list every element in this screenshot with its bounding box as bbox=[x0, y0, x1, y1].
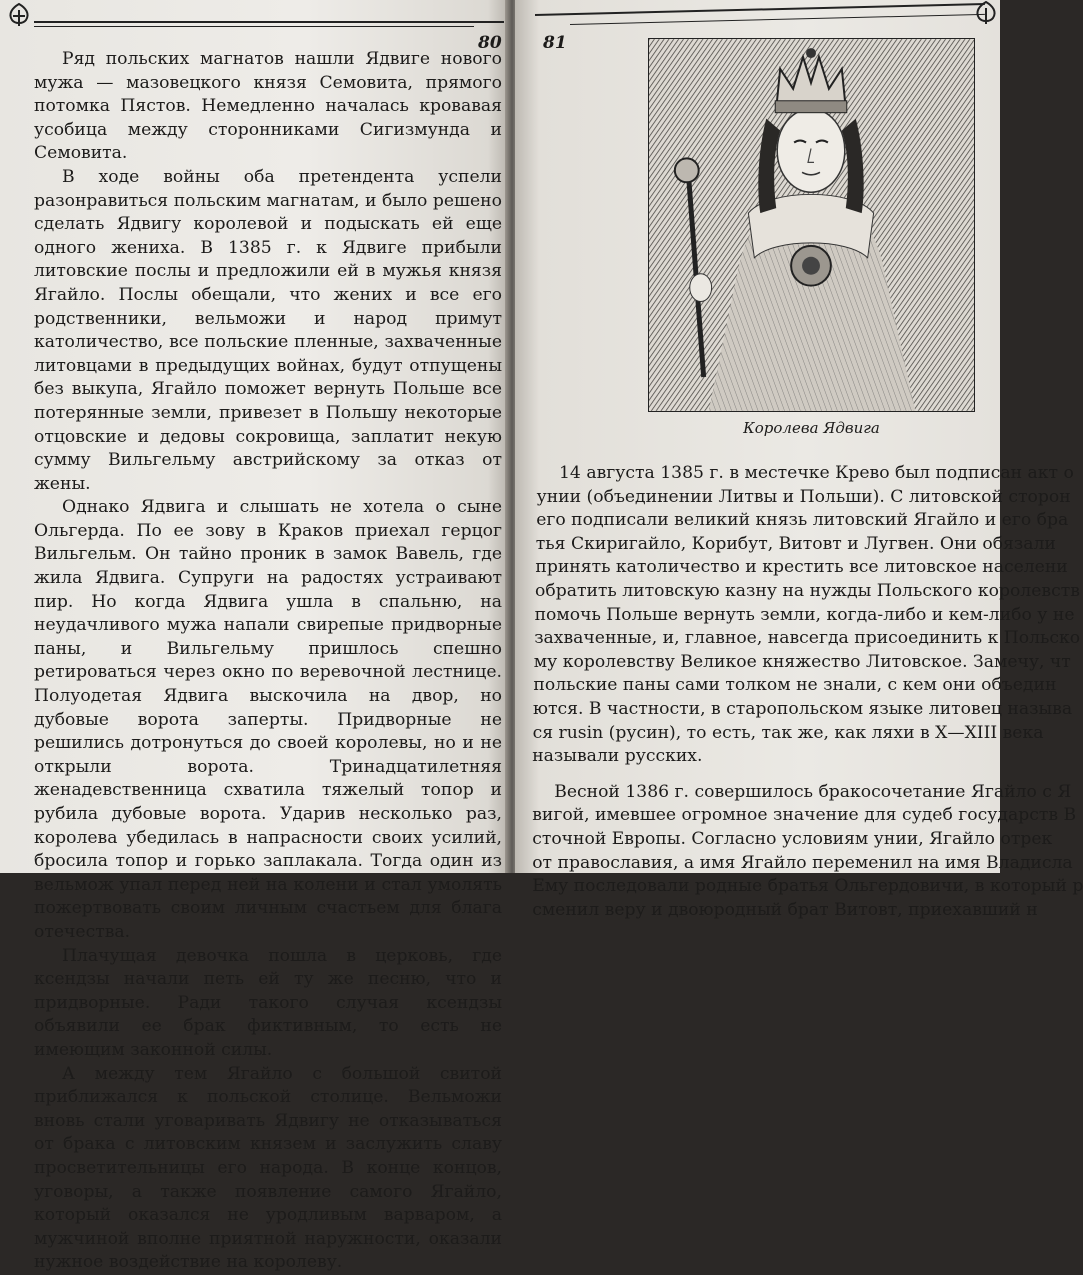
text-line: тья Скиригайло, Корибут, Витовт и Лугвен. Они обязали bbox=[535, 533, 1056, 554]
text-line: польские паны сами толком не знали, с кем они объедин bbox=[533, 675, 1057, 696]
header-rule-thin bbox=[34, 26, 474, 27]
text-line: Весной 1386 г. совершилось бракосочетание Ягайло с Я bbox=[554, 781, 1072, 802]
text-line: вигой, имевшее огромное значение для судеб государств В bbox=[532, 805, 1077, 826]
paragraph: Однако Ядвига и слышать не хотела о сыне Ольгерда. По ее зову в Краков приехал герцог Вильгельм. Он тайно проник в замок Вавель, где жила Ядвига. Супруги на радостях устраивают пир. Но когда Ядвига ушла в спальню, на неудачливого мужа напали свирепые придворные паны, и Вильгельму пришлось спешно ретироваться через окно по веревочной лестнице. Полуодетая Ядвига выскочила на двор, но дубовые ворота заперты. Придворные не решились дотронуться до своей королевы, но и не открыли ворота. Тринадцатилетняя женадевственница схватила тяжелый топор и рубила дубовые ворота. Ударив несколько раз, королева убедилась в напрасности своих усилий, бросила топор и горько заплакала. Тогда один из вельмож упал перед ней на колени и стал умолять пожертвовать своим личным счастьем для блага отечества. bbox=[34, 497, 502, 942]
text-line: захваченные, и, главное, навсегда присоединить к Польско bbox=[534, 628, 1081, 649]
text-line: помочь Польше вернуть земли, когда-либо и кем-либо у не bbox=[534, 604, 1075, 625]
header-rule-thin bbox=[570, 14, 985, 25]
text-line: унии (объединении Литвы и Польши). С литовской сторон bbox=[536, 486, 1071, 507]
text-line: Ему последовали родные братья Ольгердовичи, в который р bbox=[532, 876, 1083, 897]
text-line: му королевству Великое княжество Литовское. Замечу, чт bbox=[533, 651, 1071, 672]
illustration-caption: Королева Ядвига bbox=[743, 419, 880, 437]
text-line: от православия, а имя Ягайло переменил на имя Владисла bbox=[532, 852, 1073, 873]
text-line: принять католичество и крестить все литовское населени bbox=[535, 557, 1068, 578]
left-page bbox=[0, 0, 508, 1273]
text-line: 14 августа 1385 г. в местечке Крево был подписан акт о bbox=[559, 463, 1074, 483]
text-line: сменил веру и двоюродный брат Витовт, приехавший н bbox=[532, 899, 1038, 920]
paragraph: Ряд польских магнатов нашли Ядвиге нового мужа — мазовецкого князя Семовита, прямого потомка Пястов. Немедленно началась кровавая усобица между сторонниками Сигизмунда и Семовита. bbox=[34, 49, 502, 164]
paragraph: А между тем Ягайло с большой свитой приближался к польской столице. Вельможи вновь стали уговаривать Ядвигу не отказываться от брака с литовским князем и заслужить славу просветительницы его народа. В конце концов, уговоры, а также появление самого Ягайло, который оказался не уродливым варваром, а мужчиной вполне приятной наружности, оказали нужное воздействие на королеву. bbox=[34, 1063, 502, 1273]
queen-jadwiga-portrait-image bbox=[648, 38, 975, 412]
page-number: 80 bbox=[478, 33, 502, 53]
text-line: обратить литовскую казну на нужды Польского королевств bbox=[535, 581, 1080, 601]
text-line: ся rusin (русин), то есть, так же, как ляхи в X—XIII века bbox=[532, 722, 1044, 743]
text-line: называли русских. bbox=[532, 746, 703, 767]
left-body-text bbox=[34, 48, 502, 1275]
header-ornament-icon bbox=[4, 2, 34, 30]
text-line: сточной Европы. Согласно условиям унии, Ягайло отрек bbox=[532, 829, 1053, 849]
header-rule bbox=[535, 3, 985, 16]
page-number: 81 bbox=[543, 33, 567, 53]
text-line: ются. В частности, в старопольском языке литовец называ bbox=[533, 699, 1073, 719]
right-page bbox=[515, 0, 1083, 920]
header-ornament-icon bbox=[971, 0, 1001, 28]
header-rule bbox=[34, 21, 504, 23]
text-line: его подписали великий князь литовский Ягайло и его бра bbox=[536, 510, 1069, 531]
paragraph: Плачущая девочка пошла в церковь, где ксендзы начали петь ей ту же песню, что и придворные. Ради такого случая ксендзы объявили ее брак фиктивным, то есть не имеющим законной силы. bbox=[34, 945, 502, 1060]
paragraph: В ходе войны оба претендента успели разонравиться польским магнатам, и было решено сделать Ядвигу королевой и подыскать ей еще одного жениха. В 1385 г. к Ядвиге прибыли литовские послы и предложили ей в мужья князя Ягайло. Послы обещали, что жених и все его родственники, вельможи и народ примут католичество, все польские пленные, захваченные литовцами в предыдущих войнах, будут отпущены без выкупа, Ягайло поможет вернуть Польше все потерянные земли, привезет в Польшу некоторые отцовские и дедовы сокровища, заплатит некую сумму Вильгельму австрийскому за отказ от жены. bbox=[34, 166, 502, 494]
